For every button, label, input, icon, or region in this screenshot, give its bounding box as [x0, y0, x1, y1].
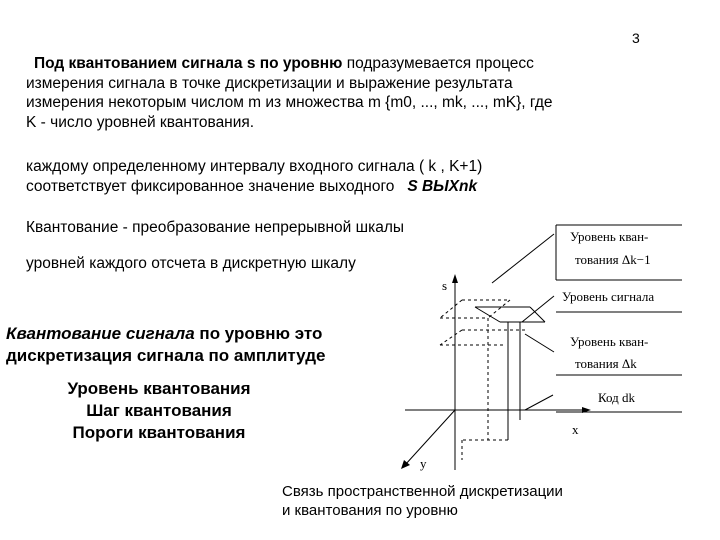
label-level-prev-1: Уровень кван-: [570, 229, 649, 244]
term-thresholds: Пороги квантования: [72, 423, 246, 442]
amplitude-term: Квантование сигнала: [6, 324, 195, 343]
term-step: Шаг квантования: [86, 401, 232, 420]
pointer-signal: [522, 296, 554, 322]
axis-s-label: s: [442, 278, 448, 293]
interval-text-2: соответствует фиксированное значение выходного: [26, 177, 408, 195]
pointer-code: [525, 395, 553, 410]
plane-top-right: [488, 300, 510, 318]
pointer-level-k: [525, 334, 554, 352]
definition-term: Под квантованием сигнала s по уровню: [34, 55, 343, 72]
axis-s-arrow: [452, 274, 458, 283]
pointer-level-prev: [492, 234, 554, 283]
interval-text-1: каждому определенному интервалу входного сигнала ( k , K+1): [26, 158, 483, 175]
definition-text-1: подразумевается процесс: [342, 55, 534, 72]
definition-text-3: измерения некоторым числом m из множества m {m0, ..., mk, ..., mK}, где: [26, 94, 553, 111]
paragraph-transform: Квантование - преобразование непрерывной шкалы: [26, 219, 405, 236]
plane-low-left: [440, 330, 462, 345]
page-number: 3: [632, 30, 640, 46]
amplitude-text-1: по уровню это: [194, 324, 323, 343]
plane-top-left: [440, 300, 462, 318]
caption-line-1: Связь пространственной дискретизации: [282, 483, 563, 500]
output-value: S ВЫХnk: [407, 177, 478, 195]
amplitude-text-2: дискретизация сигнала по амплитуде: [6, 346, 326, 365]
paragraph-scale: уровней каждого отсчета в дискретную шкалу: [26, 255, 356, 272]
label-signal: Уровень сигнала: [562, 289, 655, 304]
label-level-prev-2: тования Δk−1: [575, 252, 651, 267]
axis-x-label: x: [572, 422, 579, 437]
caption-line-2: и квантования по уровню: [282, 502, 458, 519]
definition-text-2: измерения сигнала в точке дискретизации и выражение результата: [26, 74, 513, 92]
axis-y-label: y: [420, 456, 427, 471]
definition-text-4: K - число уровней квантования.: [26, 113, 255, 131]
label-code: Код dk: [598, 390, 636, 405]
axis-y-line: [405, 410, 455, 465]
term-level: Уровень квантования: [67, 379, 251, 398]
figure-caption: [282, 482, 563, 520]
label-level-k-2: тования Δk: [575, 356, 637, 371]
label-level-k-1: Уровень кван-: [570, 334, 649, 349]
